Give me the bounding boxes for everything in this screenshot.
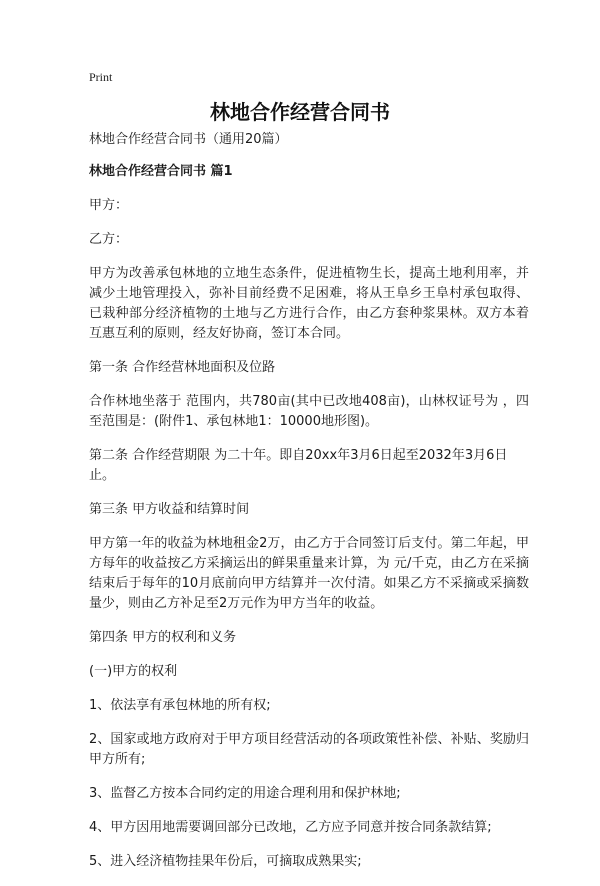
list-item: 5、进入经济植物挂果年份后，可摘取成熟果实; [89, 854, 362, 869]
section-title: 林地合作经营合同书 篇1 [89, 164, 233, 179]
document-subtitle: 林地合作经营合同书（通用20篇） [89, 132, 288, 147]
article-1-title: 第一条 合作经营林地面积及位路 [89, 360, 276, 375]
party-b-line: 乙方： [89, 232, 129, 247]
print-label[interactable]: Print [89, 70, 113, 84]
article-1-body: 合作林地坐落于 范围内，共780亩(其中已改地408亩)，山林权证号为 ，四至范围是：(附件1、承包林地1：10000地形图)。 [89, 394, 529, 429]
article-4-title: 第四条 甲方的权利和义务 [89, 630, 237, 645]
article-2: 第二条 合作经营期限 为二十年。即自20xx年3月6日起至2032年3月6日止。 [89, 448, 508, 483]
document-body [89, 130, 529, 886]
list-item: 2、国家或地方政府对于甲方项目经营活动的各项政策性补偿、补贴、奖励归甲方所有; [89, 732, 529, 767]
article-3-body: 甲方第一年的收益为林地租金2万，由乙方于合同签订后支付。第二年起，甲方每年的收益按乙方采摘运出的鲜果重量来计算，为 元/千克，由乙方在采摘结束后于每年的10月底前向甲方结算并一次付清。如果乙方不采摘或采摘数量少，则由乙方补足至2万元作为甲方当年的收益。 [89, 536, 529, 611]
document-title: 林地合作经营合同书 [210, 100, 390, 124]
list-item: 3、监督乙方按本合同约定的用途合理利用和保护林地; [89, 786, 401, 801]
list-item: 1、依法享有承包林地的所有权; [89, 698, 271, 713]
rights-title: (一)甲方的权利 [89, 664, 178, 679]
article-3-title: 第三条 甲方收益和结算时间 [89, 502, 250, 517]
intro-paragraph: 甲方为改善承包林地的立地生态条件，促进植物生长，提高土地利用率，并减少土地管理投入，弥补目前经费不足困难，将从王阜乡王阜村承包取得、已栽种部分经济植物的土地与乙方进行合作，由乙方套种浆果林。双方本着互惠互利的原则，经友好协商，签订本合同。 [89, 266, 529, 341]
list-item: 4、甲方因用地需要调回部分已改地，乙方应予同意并按合同条款结算; [89, 820, 492, 835]
party-a-line: 甲方： [89, 198, 129, 213]
